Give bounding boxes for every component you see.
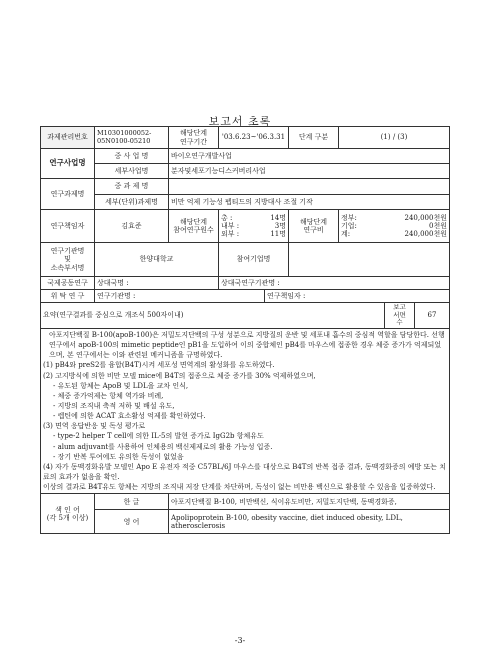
keywords-label: 색 인 어 (각 5개 이상) (41, 494, 95, 534)
program-sub-value: 분자및세포기능디스커버리사업 (169, 164, 450, 179)
summary-item-4: (4) 자가 동맥경화유발 모델인 Apo E 유전자 적중 C57BL/6J 마우스를 대상으로 B4T의 반복 접종 결과, 동맥경화증의 예방 또는 치료의 효과가 없음을 확인. (43, 462, 446, 481)
summary-subitem: - 지방의 조직내 축적 저하 및 배설 유도, (53, 401, 175, 410)
staff-total-value: 14명 (270, 213, 286, 222)
staff-external-key: 외부 : (221, 230, 240, 239)
cost-gov-key: 정부: (341, 213, 357, 222)
summary-item-1: (1) pB4와 preS2를 융합(B4T)시켜 세포성 면역계의 활성화를 유도하였다. (43, 361, 275, 370)
task-label: 연구과제명 (41, 179, 95, 210)
partner-name (289, 243, 450, 277)
cost-label: 해당단계 연구비 (289, 210, 339, 243)
program-main-value: 바이오연구개발사업 (169, 149, 450, 164)
staff-external-value: 11명 (270, 230, 286, 239)
researcher-label: 연구책임자 (41, 210, 95, 243)
summary-conclusion: 이상의 결과로 B4T유도 항체는 지방의 조직내 저장 단계를 차단하며, 독성이 없는 비만용 백신으로 활용할 수 있음을 입증하였다. (43, 483, 436, 492)
staff-total-key: 총 : (221, 213, 233, 222)
report-title: 보고서 초록 (208, 115, 272, 128)
org-label: 연구기관명 및 소속부서명 (41, 243, 95, 277)
summary-subitem: - type-2 helper T cell에 의한 IL-5의 발현 증가로 IgG2b 항체유도 (53, 432, 264, 441)
summary-item-2: (2) 고지방식에 의한 비만 모델 mice에 B4T의 접종으로 체중 증가를 30% 억제하였으며, (43, 371, 316, 380)
page-number: -3- (234, 636, 246, 645)
intl-country: 상대국명 : (95, 277, 219, 290)
summary-body (41, 329, 450, 494)
pages-label: 보고 서면 수 (385, 303, 415, 329)
consign-person: 연구책임자 : (265, 290, 450, 303)
kw-en-value: Apolipoprotein B-100, obesity vaccine, diet induced obesity, LDL, atherosclerosis (169, 510, 450, 534)
stage-period-value: '03.6.23~'06.3.31 (219, 127, 289, 149)
pages-value: 67 (415, 303, 450, 329)
stage-label: 단계 구분 (289, 127, 339, 149)
stage-value: (1) / (3) (339, 127, 450, 149)
summary-subitem: - alum adjuvant를 사용하여 인체용의 백신제제로의 활용 가능성 입증. (53, 442, 273, 451)
staff-internal-value: 3명 (274, 221, 286, 230)
report-summary-table (40, 126, 450, 534)
intl-label: 국제공동연구 (41, 277, 95, 290)
task-main-value (169, 179, 450, 195)
cost-company-key: 기업: (341, 221, 357, 230)
kw-ko-value: 아포지단백질 B-100, 비만백신, 식이유도비만, 저밀도지단백, 동맥경화증, (169, 494, 450, 510)
project-no-value: M10301000052-05N0100-05210 (95, 127, 169, 149)
staff-internal-key: 내부 : (221, 221, 240, 230)
summary-item-3: (3) 면역 응답반응 및 독성 평가로 (43, 422, 146, 431)
consign-org: 연구기관명 : (95, 290, 265, 303)
intl-org: 상대국연구기관명 : (219, 277, 450, 290)
staff-label: 해당단계 참여연구원수 (169, 210, 219, 243)
summary-label: 요약(연구결과를 중심으로 개조식 500자이내) (41, 303, 385, 329)
researcher-name: 김효준 (95, 210, 169, 243)
consign-label: 위 탁 연 구 (41, 290, 95, 303)
cost-values (339, 210, 450, 243)
program-label: 연구사업명 (41, 149, 95, 179)
staff-counts (219, 210, 289, 243)
summary-intro: 아포지단백질 B-100(apoB-100)은 저밀도지단백의 구성 성분으로 지방질의 운반 및 세포내 흡수의 중심적 역할을 담당한다. 선행연구에서 apoB-100의 mimetic peptide인 pB1을 도입하여 이의 중합체인 pB4를 마우스에 접종한 경우 체중 증가가 억제되었으며, 본 연구에서는 이와 관련된 메커니즘을 규명하였다. (49, 331, 445, 360)
project-no-label: 과제관리번호 (41, 127, 95, 149)
program-sub-label: 세부사업명 (95, 164, 169, 179)
kw-en-label: 영 어 (95, 510, 169, 534)
task-sub-value: 비만 억제 기능성 펩티드의 지방대사 조절 기작 (169, 195, 450, 210)
org-name: 한양대학교 (95, 243, 219, 277)
summary-subitem: - 유도된 항체는 ApoB 및 LDL을 교차 인식, (53, 381, 189, 390)
program-main-label: 중 사 업 명 (95, 149, 169, 164)
summary-subitem: - 장기 반복 투여에도 유의한 독성이 없었음 (53, 452, 184, 461)
stage-period-label: 해당단계 연구기간 (169, 127, 219, 149)
kw-ko-label: 한 글 (95, 494, 169, 510)
cost-total-value: 240,000천원 (404, 230, 447, 239)
summary-subitem: - 렙틴에 의한 ACAT 효소활성 억제를 확인하였다. (53, 412, 206, 421)
task-main-label: 중 과 제 명 (95, 179, 169, 195)
cost-gov-value: 240,000천원 (404, 213, 447, 222)
partner-label: 참여기업명 (219, 243, 289, 277)
summary-subitem: - 체중 증가억제는 항체 역가와 비례, (53, 391, 164, 400)
cost-company-value: 0천원 (429, 221, 447, 230)
task-sub-label: 세부(단위)과제명 (95, 195, 169, 210)
cost-total-key: 계: (341, 230, 351, 239)
